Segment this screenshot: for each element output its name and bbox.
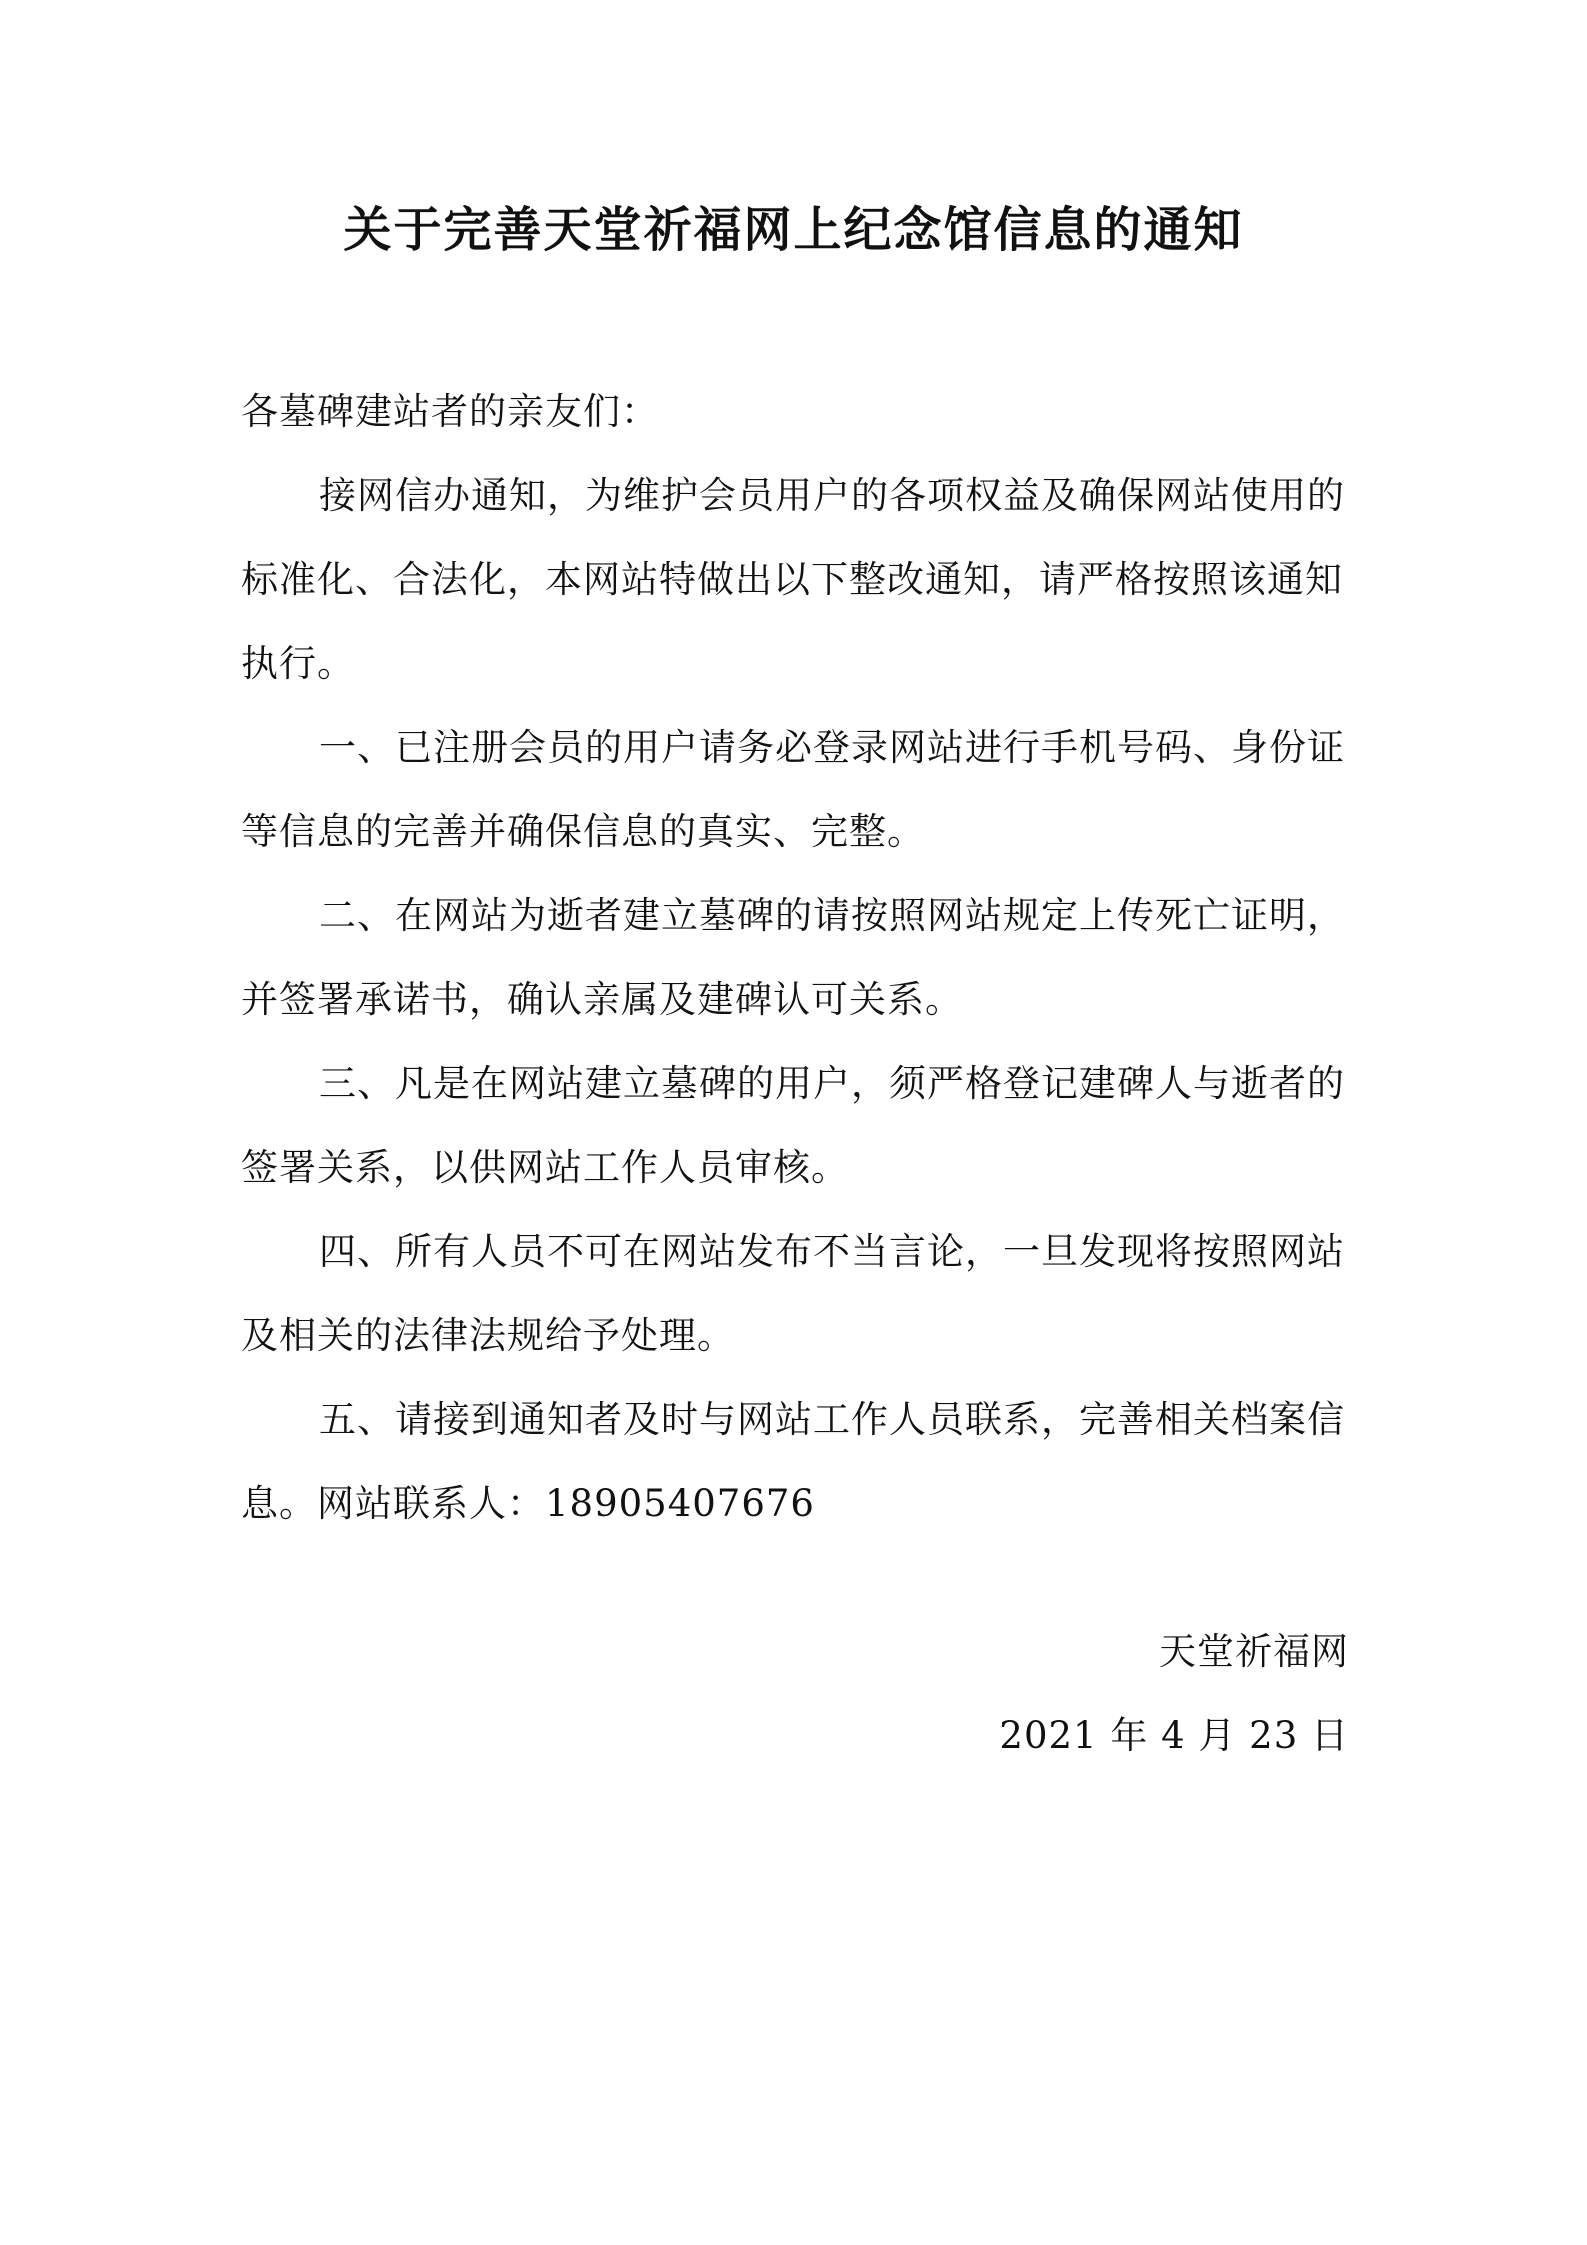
paragraph-item-1: 一、已注册会员的用户请务必登录网站进行手机号码、身份证等信息的完善并确保信息的真实、完整。 (241, 726, 1345, 853)
document-body (241, 370, 1349, 1546)
paragraph-item-2: 二、在网站为逝者建立墓碑的请按照网站规定上传死亡证明，并签署承诺书，确认亲属及建碑认可关系。 (241, 894, 1345, 1021)
paragraph-item-4: 四、所有人员不可在网站发布不当言论，一旦发现将按照网站及相关的法律法规给予处理。 (241, 1230, 1345, 1357)
signature-date: 2021 年 4 月 23 日 (999, 1714, 1349, 1757)
paragraph-intro: 接网信办通知，为维护会员用户的各项权益及确保网站使用的标准化、合法化，本网站特做出以下整改通知，请严格按照该通知执行。 (241, 474, 1345, 685)
signature-organization: 天堂祈福网 (1159, 1630, 1349, 1673)
document-title: 关于完善天堂祈福网上纪念馆信息的通知 (343, 202, 1244, 258)
salutation: 各墓碑建站者的亲友们： (241, 390, 659, 433)
paragraph-item-5: 五、请接到通知者及时与网站工作人员联系，完善相关档案信息。网站联系人：18905407676 (241, 1398, 1345, 1525)
paragraph-item-3: 三、凡是在网站建立墓碑的用户，须严格登记建碑人与逝者的签署关系，以供网站工作人员审核。 (241, 1062, 1345, 1189)
signature-block (241, 1610, 1349, 1778)
